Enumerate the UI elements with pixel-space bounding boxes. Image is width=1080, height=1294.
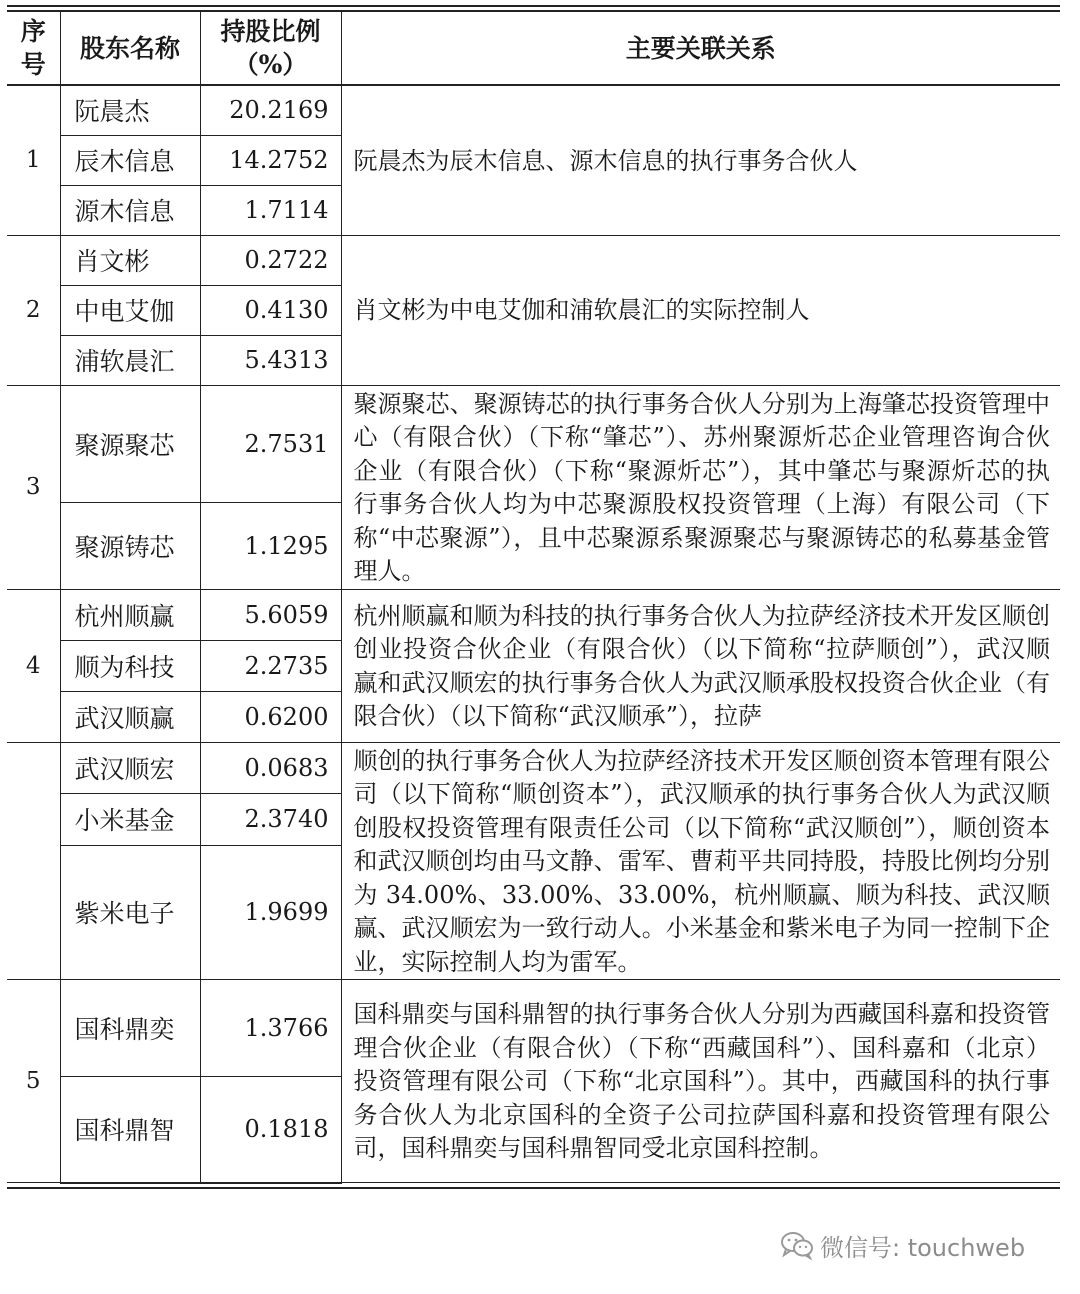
shareholding-pct: 1.9699 bbox=[200, 845, 341, 979]
shareholder-name: 国科鼎奕 bbox=[60, 980, 200, 1077]
shareholding-pct: 1.7114 bbox=[200, 185, 341, 235]
relation-text: 杭州顺赢和顺为科技的执行事务合伙人为拉萨经济技术开发区顺创创业投资合伙企业（有限合伙）（以下简称“拉萨顺创”），武汉顺赢和武汉顺宏的执行事务合伙人为武汉顺承股权投资合伙企业（有限合伙）（以下简称“武汉顺承”），拉萨 bbox=[341, 589, 1060, 742]
table-row bbox=[7, 980, 1060, 1077]
relation-text: 肖文彬为中电艾伽和浦软晨汇的实际控制人 bbox=[341, 235, 1060, 385]
shareholder-name: 辰木信息 bbox=[60, 135, 200, 185]
shareholding-pct: 1.3766 bbox=[200, 980, 341, 1077]
shareholder-name: 聚源铸芯 bbox=[60, 502, 200, 589]
shareholder-name: 武汉顺宏 bbox=[60, 742, 200, 794]
shareholder-name: 武汉顺赢 bbox=[60, 691, 200, 742]
shareholder-name: 杭州顺赢 bbox=[60, 589, 200, 640]
shareholder-table bbox=[7, 10, 1060, 1184]
group-seq bbox=[7, 742, 60, 980]
group-seq: 3 bbox=[7, 385, 60, 589]
wechat-icon bbox=[780, 1230, 814, 1260]
header-name: 股东名称 bbox=[60, 11, 200, 85]
shareholding-pct: 2.7531 bbox=[200, 385, 341, 502]
header-relation: 主要关联关系 bbox=[341, 11, 1060, 85]
shareholding-pct: 0.4130 bbox=[200, 285, 341, 335]
shareholding-pct: 2.2735 bbox=[200, 640, 341, 691]
table-row bbox=[7, 235, 1060, 285]
shareholder-name: 中电艾伽 bbox=[60, 285, 200, 335]
watermark-text: 微信号: touchweb bbox=[820, 1233, 1026, 1262]
shareholding-pct: 0.1818 bbox=[200, 1077, 341, 1183]
group-seq: 4 bbox=[7, 589, 60, 742]
shareholding-pct: 20.2169 bbox=[200, 85, 341, 135]
shareholding-pct: 1.1295 bbox=[200, 502, 341, 589]
shareholding-pct: 2.3740 bbox=[200, 794, 341, 846]
shareholder-name: 国科鼎智 bbox=[60, 1077, 200, 1183]
shareholding-pct: 14.2752 bbox=[200, 135, 341, 185]
relation-text: 聚源聚芯、聚源铸芯的执行事务合伙人分别为上海肇芯投资管理中心（有限合伙）（下称“肇芯”）、苏州聚源炘芯企业管理咨询合伙企业（有限合伙）（下称“聚源炘芯”），其中肇芯与聚源炘芯的执行事务合伙人均为中芯聚源股权投资管理（上海）有限公司（下称“中芯聚源”），且中芯聚源系聚源聚芯与聚源铸芯的私募基金管理人。 bbox=[341, 385, 1060, 589]
relation-text: 阮晨杰为辰木信息、源木信息的执行事务合伙人 bbox=[341, 85, 1060, 235]
table-top-rule bbox=[7, 5, 1060, 7]
table-row bbox=[7, 589, 1060, 640]
table-row bbox=[7, 85, 1060, 135]
table-row bbox=[7, 385, 1060, 502]
table-row bbox=[7, 742, 1060, 794]
shareholding-pct: 0.6200 bbox=[200, 691, 341, 742]
relation-text: 顺创的执行事务合伙人为拉萨经济技术开发区顺创资本管理有限公司（以下简称“顺创资本”），武汉顺承的执行事务合伙人为武汉顺创股权投资管理有限责任公司（以下简称“武汉顺创”），顺创资本和武汉顺创均由马文静、雷军、曹莉平共同持股，持股比例均分别为 34.00%、33.00%、33.00%，杭州顺赢、顺为科技、武汉顺赢、武汉顺宏为一致行动人。小米基金和紫米电子为同一控制下企业，实际控制人均为雷军。 bbox=[341, 742, 1060, 980]
shareholder-name: 阮晨杰 bbox=[60, 85, 200, 135]
header-seq: 序号 bbox=[7, 11, 60, 85]
shareholding-pct: 0.0683 bbox=[200, 742, 341, 794]
shareholding-pct: 0.2722 bbox=[200, 235, 341, 285]
group-seq: 5 bbox=[7, 980, 60, 1183]
shareholder-name: 肖文彬 bbox=[60, 235, 200, 285]
shareholder-name: 聚源聚芯 bbox=[60, 385, 200, 502]
shareholder-name: 源木信息 bbox=[60, 185, 200, 235]
shareholder-name: 浦软晨汇 bbox=[60, 335, 200, 385]
wechat-watermark bbox=[780, 1227, 1060, 1263]
shareholder-name: 顺为科技 bbox=[60, 640, 200, 691]
header-pct: 持股比例（%） bbox=[200, 11, 341, 85]
group-seq: 1 bbox=[7, 85, 60, 235]
shareholder-table-container bbox=[7, 5, 1060, 1189]
shareholder-name: 紫米电子 bbox=[60, 845, 200, 979]
shareholding-pct: 5.6059 bbox=[200, 589, 341, 640]
table-header-row bbox=[7, 11, 1060, 85]
group-seq: 2 bbox=[7, 235, 60, 385]
shareholding-pct: 5.4313 bbox=[200, 335, 341, 385]
shareholder-name: 小米基金 bbox=[60, 794, 200, 846]
relation-text: 国科鼎奕与国科鼎智的执行事务合伙人分别为西藏国科嘉和投资管理合伙企业（有限合伙）（下称“西藏国科”）、国科嘉和（北京）投资管理有限公司（下称“北京国科”）。其中，西藏国科的执行事务合伙人为北京国科的全资子公司拉萨国科嘉和投资管理有限公司，国科鼎奕与国科鼎智同受北京国科控制。 bbox=[341, 980, 1060, 1183]
table-bottom-rule bbox=[7, 1187, 1060, 1189]
